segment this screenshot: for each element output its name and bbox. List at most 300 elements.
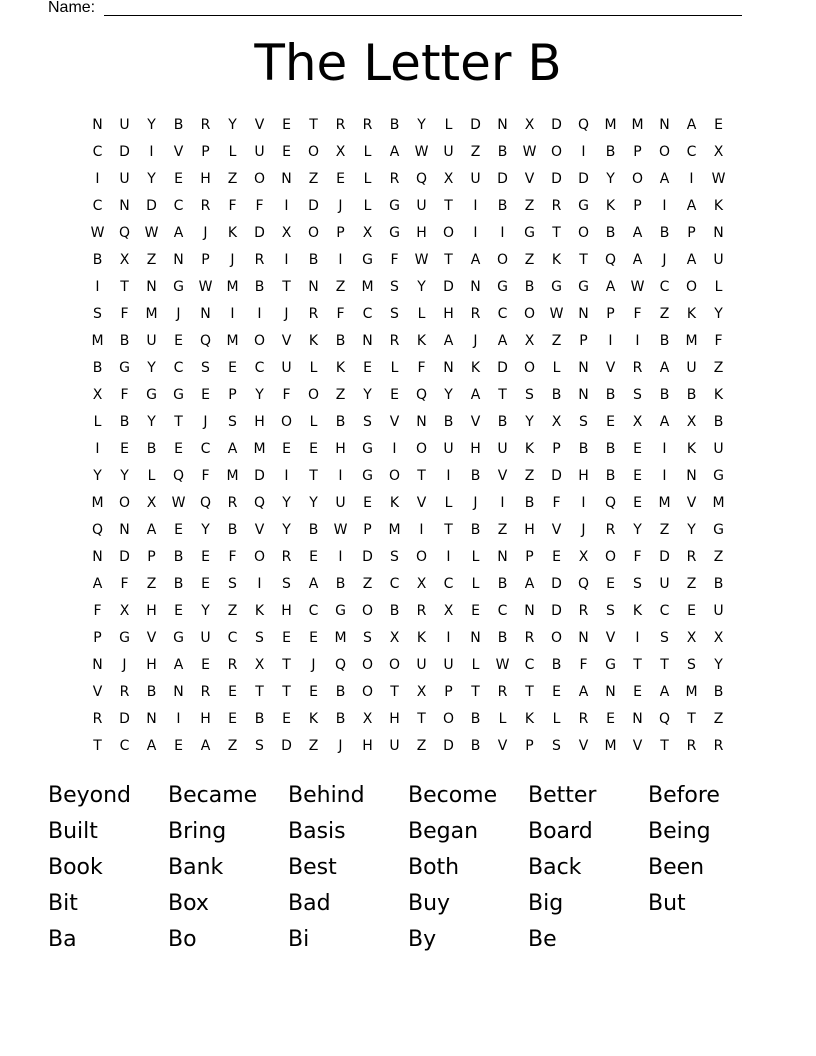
grid-letter: T — [471, 684, 480, 700]
word-row — [48, 922, 768, 958]
grid-letter: A — [146, 738, 157, 754]
grid-letter: C — [659, 279, 670, 295]
grid-letter: O — [415, 549, 428, 565]
grid-row — [84, 436, 732, 463]
word-item: Began — [408, 819, 479, 844]
grid-letter: B — [146, 441, 157, 457]
word-row — [48, 850, 768, 886]
grid-letter: C — [173, 360, 184, 376]
grid-letter: L — [390, 360, 399, 376]
grid-letter: R — [308, 306, 319, 322]
grid-letter: T — [687, 711, 696, 727]
grid-letter: D — [659, 549, 670, 565]
grid-letter: T — [525, 684, 534, 700]
grid-letter: R — [227, 495, 238, 511]
grid-letter: W — [90, 225, 105, 241]
grid-letter: T — [444, 252, 453, 268]
grid-letter: P — [687, 225, 696, 241]
grid-letter: E — [363, 360, 372, 376]
grid-letter: S — [255, 738, 264, 754]
grid-letter: U — [254, 144, 265, 160]
grid-letter: B — [173, 549, 184, 565]
grid-letter: N — [281, 171, 292, 187]
grid-letter: I — [662, 198, 667, 214]
grid-row — [84, 166, 732, 193]
grid-letter: I — [95, 441, 100, 457]
grid-letter: E — [282, 117, 291, 133]
grid-letter: Z — [227, 738, 238, 754]
grid-letter: V — [254, 522, 265, 538]
grid-letter: X — [551, 414, 562, 430]
word-item: Bo — [168, 927, 197, 952]
grid-letter: R — [578, 711, 589, 727]
grid-letter: T — [255, 684, 264, 700]
grid-letter: H — [470, 441, 481, 457]
grid-letter: E — [201, 657, 210, 673]
grid-letter: X — [713, 144, 724, 160]
grid-letter: D — [254, 468, 265, 484]
grid-letter: P — [552, 441, 561, 457]
grid-letter: B — [470, 738, 481, 754]
grid-letter: A — [686, 252, 697, 268]
grid-letter: M — [712, 495, 725, 511]
grid-letter: H — [281, 603, 292, 619]
grid-letter: H — [200, 171, 211, 187]
grid-letter: A — [173, 657, 184, 673]
grid-letter: X — [389, 630, 400, 646]
grid-letter: B — [551, 387, 562, 403]
grid-letter: T — [93, 738, 102, 754]
grid-letter: J — [284, 306, 289, 322]
grid-letter: Z — [551, 333, 562, 349]
word-item: Being — [648, 819, 711, 844]
grid-letter: M — [631, 117, 644, 133]
word-item: Back — [528, 855, 582, 880]
grid-letter: M — [361, 279, 374, 295]
word-item: Basis — [288, 819, 346, 844]
grid-letter: R — [605, 522, 616, 538]
grid-letter: I — [473, 198, 478, 214]
grid-letter: Y — [282, 522, 291, 538]
grid-letter: B — [578, 441, 589, 457]
grid-letter: K — [524, 441, 535, 457]
word-item: Bi — [288, 927, 310, 952]
grid-letter: P — [93, 630, 102, 646]
grid-letter: T — [282, 657, 291, 673]
grid-letter: K — [524, 711, 535, 727]
grid-letter: E — [282, 144, 291, 160]
grid-letter: I — [257, 576, 262, 592]
grid-letter: M — [334, 630, 347, 646]
grid-letter: M — [685, 333, 698, 349]
grid-letter: O — [388, 468, 401, 484]
grid-letter: Y — [633, 522, 642, 538]
grid-letter: I — [581, 495, 586, 511]
grid-letter: O — [550, 630, 563, 646]
grid-letter: G — [713, 522, 724, 538]
grid-letter: X — [362, 711, 373, 727]
grid-letter: D — [443, 738, 454, 754]
grid-letter: L — [444, 117, 453, 133]
grid-letter: Z — [227, 171, 238, 187]
grid-letter: E — [687, 603, 696, 619]
grid-letter: P — [201, 144, 210, 160]
grid-letter: J — [581, 522, 586, 538]
grid-letter: V — [524, 171, 535, 187]
grid-letter: R — [200, 684, 211, 700]
grid-letter: G — [173, 279, 184, 295]
grid-letter: Z — [524, 468, 535, 484]
grid-letter: U — [281, 360, 292, 376]
grid-letter: P — [363, 522, 372, 538]
grid-letter: G — [146, 387, 157, 403]
grid-letter: E — [363, 495, 372, 511]
grid-letter: B — [119, 414, 130, 430]
grid-letter: Q — [577, 117, 590, 133]
grid-row — [84, 112, 732, 139]
grid-letter: K — [551, 252, 562, 268]
grid-letter: U — [497, 441, 508, 457]
grid-letter: J — [473, 495, 478, 511]
grid-letter: I — [338, 252, 343, 268]
grid-letter: K — [254, 603, 265, 619]
grid-letter: O — [442, 711, 455, 727]
grid-letter: B — [659, 333, 670, 349]
grid-letter: D — [146, 198, 157, 214]
grid-letter: M — [604, 738, 617, 754]
grid-letter: O — [685, 279, 698, 295]
grid-letter: N — [497, 117, 508, 133]
grid-row — [84, 598, 732, 625]
grid-letter: O — [577, 225, 590, 241]
grid-letter: C — [227, 630, 238, 646]
grid-letter: O — [523, 360, 536, 376]
word-row — [48, 814, 768, 850]
grid-letter: V — [470, 414, 481, 430]
grid-letter: J — [203, 414, 208, 430]
grid-letter: N — [578, 387, 589, 403]
grid-letter: I — [689, 171, 694, 187]
grid-letter: K — [686, 306, 697, 322]
grid-letter: A — [686, 117, 697, 133]
grid-letter: T — [417, 468, 426, 484]
grid-letter: Y — [687, 522, 696, 538]
grid-letter: R — [578, 603, 589, 619]
grid-letter: E — [633, 441, 642, 457]
grid-letter: E — [633, 495, 642, 511]
grid-letter: G — [605, 657, 616, 673]
grid-row — [84, 301, 732, 328]
name-field[interactable] — [48, 0, 742, 18]
grid-letter: X — [524, 333, 535, 349]
grid-letter: G — [362, 441, 373, 457]
grid-letter: H — [389, 711, 400, 727]
grid-letter: O — [118, 495, 131, 511]
grid-letter: N — [497, 549, 508, 565]
grid-letter: N — [686, 468, 697, 484]
grid-letter: N — [470, 630, 481, 646]
grid-letter: Y — [147, 117, 156, 133]
grid-letter: U — [146, 333, 157, 349]
grid-letter: T — [552, 225, 561, 241]
grid-letter: P — [228, 387, 237, 403]
grid-letter: I — [95, 279, 100, 295]
grid-letter: C — [254, 360, 265, 376]
grid-row — [84, 382, 732, 409]
grid-letter: Y — [363, 387, 372, 403]
grid-letter: E — [714, 117, 723, 133]
grid-letter: N — [119, 522, 130, 538]
grid-letter: B — [389, 117, 400, 133]
grid-letter: I — [95, 171, 100, 187]
grid-letter: X — [632, 414, 643, 430]
grid-letter: G — [524, 225, 535, 241]
grid-letter: U — [416, 657, 427, 673]
grid-letter: Z — [713, 360, 724, 376]
grid-letter: A — [578, 684, 589, 700]
grid-letter: D — [308, 198, 319, 214]
grid-letter: S — [93, 306, 102, 322]
grid-letter: A — [524, 576, 535, 592]
grid-letter: B — [254, 711, 265, 727]
grid-letter: K — [470, 360, 481, 376]
grid-letter: I — [149, 144, 154, 160]
word-item: By — [408, 927, 437, 952]
grid-letter: C — [200, 441, 211, 457]
grid-letter: B — [335, 414, 346, 430]
grid-letter: O — [523, 306, 536, 322]
grid-letter: C — [524, 657, 535, 673]
grid-letter: D — [470, 117, 481, 133]
grid-letter: Y — [201, 522, 210, 538]
grid-letter: F — [714, 333, 723, 349]
grid-row — [84, 139, 732, 166]
grid-letter: E — [228, 711, 237, 727]
grid-letter: X — [686, 630, 697, 646]
grid-letter: E — [606, 576, 615, 592]
grid-letter: Z — [470, 144, 481, 160]
grid-letter: V — [254, 117, 265, 133]
grid-letter: Q — [604, 495, 617, 511]
grid-letter: L — [552, 711, 561, 727]
grid-letter: Q — [172, 468, 185, 484]
grid-letter: L — [363, 144, 372, 160]
grid-letter: X — [254, 657, 265, 673]
grid-row — [84, 679, 732, 706]
word-item: Bit — [48, 891, 78, 916]
grid-letter: S — [660, 630, 669, 646]
name-label: Name: — [48, 0, 96, 16]
grid-letter: G — [362, 252, 373, 268]
grid-letter: I — [176, 711, 181, 727]
grid-letter: G — [362, 468, 373, 484]
grid-letter: B — [605, 225, 616, 241]
grid-letter: N — [200, 306, 211, 322]
word-item: But — [648, 891, 686, 916]
grid-letter: W — [522, 144, 537, 160]
grid-letter: R — [200, 117, 211, 133]
grid-letter: Y — [147, 360, 156, 376]
grid-letter: Z — [362, 576, 373, 592]
grid-letter: P — [606, 306, 615, 322]
grid-letter: T — [444, 198, 453, 214]
grid-letter: G — [389, 225, 400, 241]
grid-letter: E — [390, 387, 399, 403]
word-item: Ba — [48, 927, 77, 952]
grid-letter: U — [416, 198, 427, 214]
grid-letter: E — [633, 468, 642, 484]
grid-letter: T — [309, 117, 318, 133]
grid-letter: W — [414, 144, 429, 160]
grid-letter: F — [282, 387, 291, 403]
grid-letter: G — [578, 279, 589, 295]
grid-letter: F — [390, 252, 399, 268]
grid-letter: P — [633, 198, 642, 214]
grid-letter: Z — [686, 576, 697, 592]
grid-letter: X — [578, 549, 589, 565]
grid-letter: C — [308, 603, 319, 619]
grid-letter: A — [605, 279, 616, 295]
grid-letter: L — [228, 144, 237, 160]
grid-letter: I — [500, 495, 505, 511]
grid-letter: E — [606, 711, 615, 727]
grid-letter: Z — [146, 252, 157, 268]
grid-letter: N — [119, 198, 130, 214]
grid-letter: A — [632, 252, 643, 268]
grid-letter: E — [228, 360, 237, 376]
grid-letter: O — [307, 387, 320, 403]
grid-letter: N — [92, 117, 103, 133]
grid-letter: W — [198, 279, 213, 295]
grid-letter: E — [174, 522, 183, 538]
grid-letter: Z — [524, 198, 535, 214]
grid-letter: I — [500, 225, 505, 241]
grid-letter: W — [333, 522, 348, 538]
grid-letter: T — [498, 387, 507, 403]
grid-letter: R — [470, 306, 481, 322]
grid-letter: I — [473, 225, 478, 241]
grid-letter: T — [309, 468, 318, 484]
grid-letter: F — [255, 198, 264, 214]
grid-letter: R — [227, 657, 238, 673]
grid-letter: A — [659, 171, 670, 187]
grid-letter: C — [92, 198, 103, 214]
grid-letter: S — [363, 630, 372, 646]
grid-letter: Q — [253, 495, 266, 511]
grid-letter: A — [308, 576, 319, 592]
grid-letter: T — [633, 657, 642, 673]
grid-letter: E — [201, 387, 210, 403]
grid-letter: Y — [606, 171, 615, 187]
grid-letter: N — [362, 333, 373, 349]
grid-letter: T — [660, 657, 669, 673]
grid-letter: F — [228, 549, 237, 565]
grid-letter: A — [200, 738, 211, 754]
grid-letter: I — [581, 144, 586, 160]
grid-letter: F — [120, 576, 129, 592]
grid-letter: D — [578, 171, 589, 187]
word-item: Beyond — [48, 783, 132, 808]
grid-letter: B — [605, 144, 616, 160]
grid-letter: D — [119, 549, 130, 565]
word-item: Buy — [408, 891, 451, 916]
grid-letter: Q — [415, 171, 428, 187]
grid-letter: G — [119, 360, 130, 376]
grid-letter: X — [524, 117, 535, 133]
grid-letter: K — [686, 441, 697, 457]
grid-letter: V — [416, 495, 427, 511]
grid-letter: R — [119, 684, 130, 700]
grid-letter: E — [174, 441, 183, 457]
grid-row — [84, 706, 732, 733]
grid-letter: M — [145, 306, 158, 322]
grid-letter: W — [144, 225, 159, 241]
grid-letter: S — [390, 549, 399, 565]
grid-row — [84, 355, 732, 382]
grid-letter: T — [660, 738, 669, 754]
grid-letter: X — [443, 171, 454, 187]
grid-letter: B — [335, 576, 346, 592]
grid-letter: I — [230, 306, 235, 322]
grid-letter: R — [551, 198, 562, 214]
grid-letter: U — [335, 495, 346, 511]
grid-letter: E — [174, 171, 183, 187]
grid-letter: V — [605, 360, 616, 376]
grid-letter: J — [338, 738, 343, 754]
grid-letter: J — [230, 252, 235, 268]
grid-letter: N — [578, 630, 589, 646]
grid-letter: D — [254, 225, 265, 241]
grid-letter: S — [282, 576, 291, 592]
grid-letter: S — [633, 576, 642, 592]
grid-letter: N — [416, 414, 427, 430]
grid-letter: Z — [659, 522, 670, 538]
grid-letter: B — [686, 387, 697, 403]
grid-letter: A — [173, 225, 184, 241]
word-row — [48, 778, 768, 814]
grid-letter: E — [282, 711, 291, 727]
grid-letter: O — [631, 171, 644, 187]
grid-letter: R — [686, 738, 697, 754]
grid-letter: Y — [525, 414, 534, 430]
grid-letter: D — [362, 549, 373, 565]
grid-letter: Y — [309, 495, 318, 511]
grid-letter: Y — [93, 468, 102, 484]
grid-letter: P — [525, 738, 534, 754]
grid-letter: E — [309, 441, 318, 457]
grid-row — [84, 490, 732, 517]
grid-letter: I — [446, 468, 451, 484]
grid-letter: J — [176, 306, 181, 322]
grid-letter: R — [686, 549, 697, 565]
grid-letter: C — [92, 144, 103, 160]
grid-letter: B — [308, 522, 319, 538]
grid-row — [84, 733, 732, 760]
grid-row — [84, 409, 732, 436]
grid-letter: Q — [199, 495, 212, 511]
grid-letter: Q — [91, 522, 104, 538]
grid-letter: N — [146, 279, 157, 295]
grid-letter: F — [228, 198, 237, 214]
grid-letter: K — [416, 333, 427, 349]
grid-letter: R — [389, 333, 400, 349]
grid-letter: E — [174, 333, 183, 349]
grid-letter: Z — [524, 252, 535, 268]
grid-letter: I — [338, 468, 343, 484]
grid-letter: L — [714, 279, 723, 295]
grid-letter: B — [173, 576, 184, 592]
grid-letter: V — [551, 522, 562, 538]
